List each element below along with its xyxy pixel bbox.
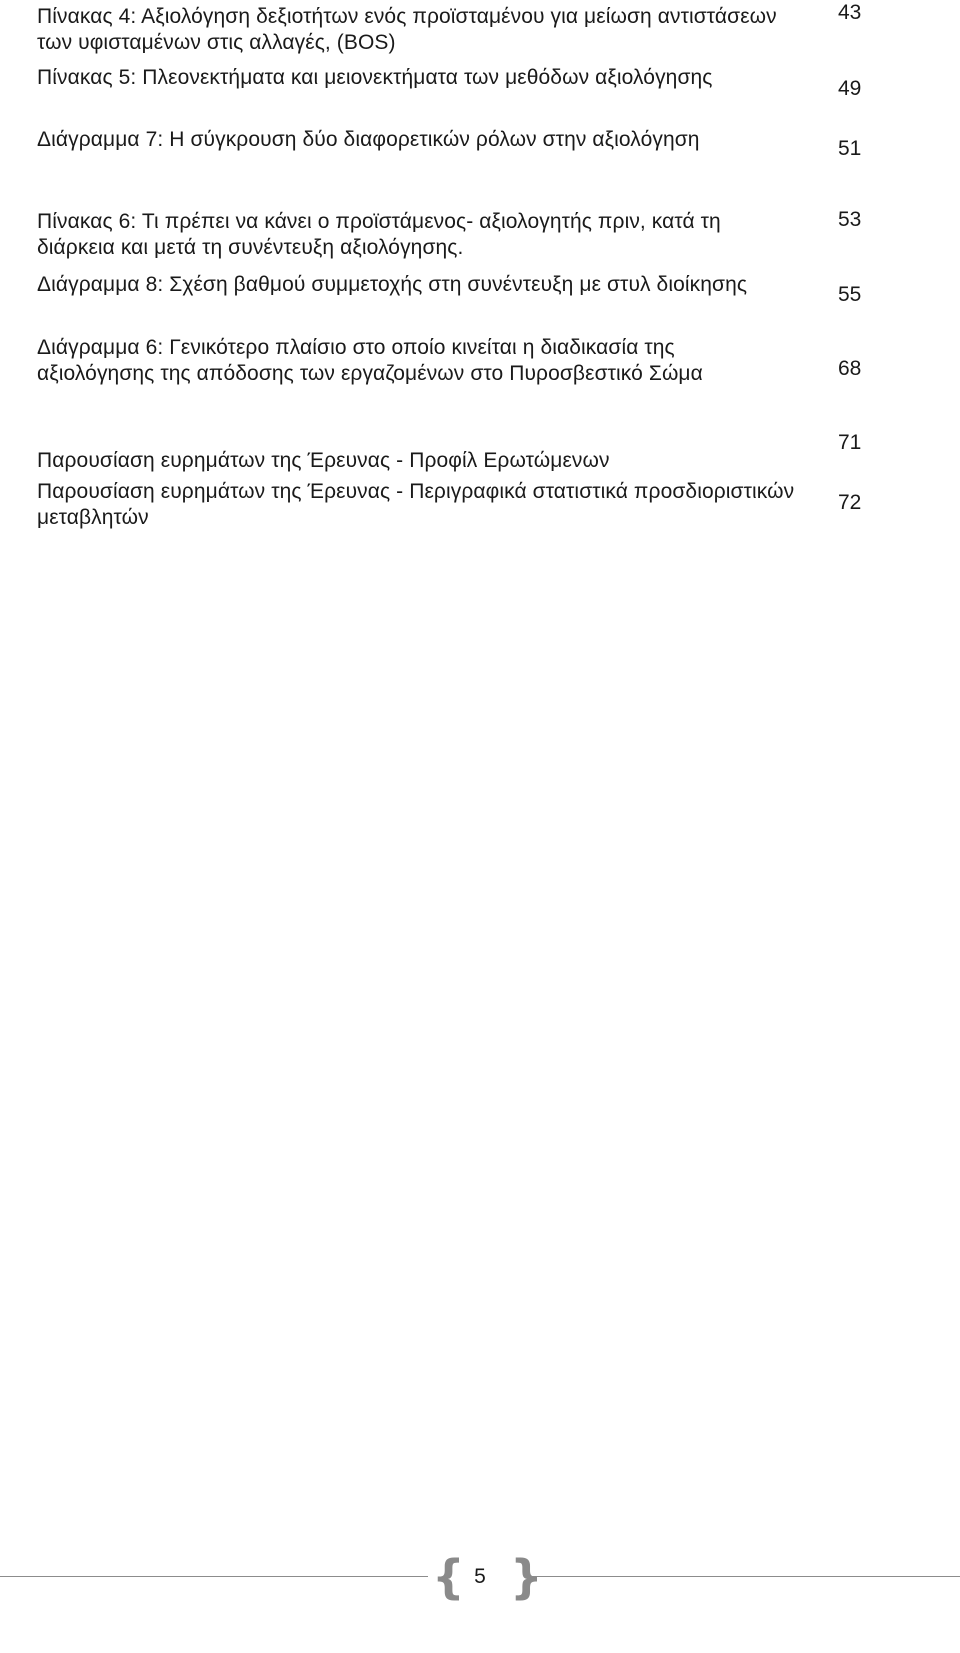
toc-entry-text: Πίνακας 6: Τι πρέπει να κάνει ο προϊστάμενος- αξιολογητής πριν, κατά τη διάρκεια και μετά τη συνέντευξη αξιολόγησης. [37, 210, 721, 259]
right-brace: } [510, 1550, 543, 1604]
toc-entry-text: Πίνακας 4: Αξιολόγηση δεξιοτήτων ενός προϊσταμένου για μείωση αντιστάσεων των υφισταμένων στις αλλαγές, (BOS) [37, 5, 777, 54]
toc-entry-text: Πίνακας 5: Πλεονεκτήματα και μειονεκτήματα των μεθόδων αξιολόγησης [37, 66, 713, 89]
page-footer [428, 1550, 543, 1604]
toc-entry-text: Διάγραμμα 8: Σχέση βαθμού συμμετοχής στη συνέντευξη με στυλ διοίκησης [37, 273, 748, 296]
toc-entry-page: 51 [838, 137, 862, 160]
page-number: 5 [474, 1565, 486, 1588]
toc-entry-text: Διάγραμμα 7: Η σύγκρουση δύο διαφορετικών ρόλων στην αξιολόγηση [37, 128, 700, 151]
toc-entry-page: 55 [838, 283, 862, 306]
toc-entry-page: 71 [838, 431, 862, 454]
toc-entry-page: 53 [838, 208, 862, 231]
toc-entry-text: Παρουσίαση ευρημάτων της Έρευνας - Προφίλ Ερωτώμενων [37, 449, 610, 472]
toc-entry-page: 68 [838, 357, 862, 380]
toc-entry-page: 43 [838, 1, 862, 24]
toc-entry-text: Παρουσίαση ευρημάτων της Έρευνας - Περιγραφικά στατιστικά προσδιοριστικών μεταβλητών [37, 480, 795, 529]
toc-entry-page: 72 [838, 491, 862, 514]
toc-entry-page: 49 [838, 77, 862, 100]
left-brace: { [432, 1550, 465, 1604]
toc-entry-text: Διάγραμμα 6: Γενικότερο πλαίσιο στο οποίο κινείται η διαδικασία της αξιολόγησης της απόδοσης των εργαζομένων στο Πυροσβεστικό Σώμα [37, 336, 703, 385]
